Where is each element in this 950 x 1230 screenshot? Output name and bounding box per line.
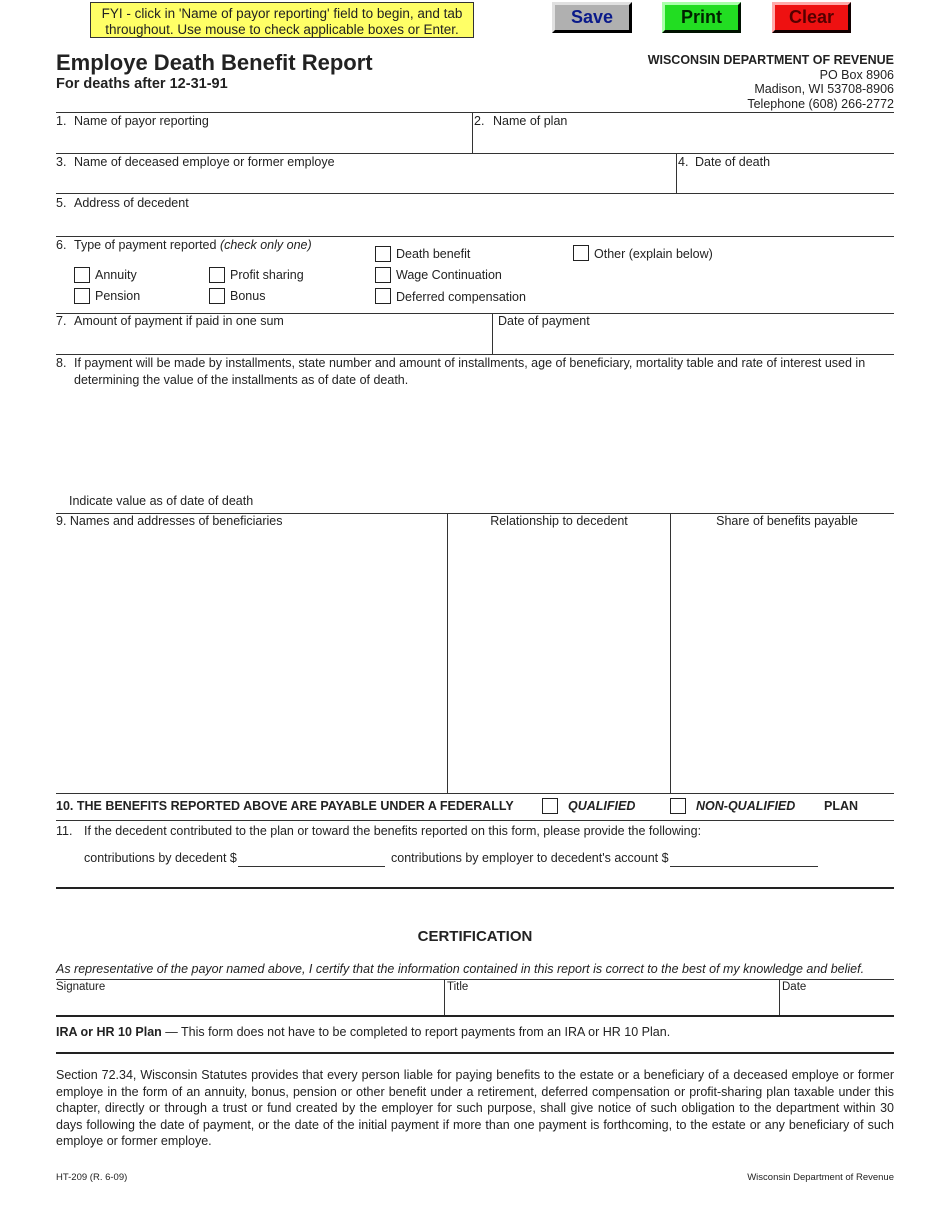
share-header: Share of benefits payable: [716, 514, 858, 528]
lump-sum-amount-input[interactable]: [74, 332, 488, 352]
qualified-checkbox[interactable]: [542, 798, 558, 814]
po-box: PO Box 8906: [819, 67, 894, 82]
field3-number: 3.: [56, 155, 67, 169]
share-input[interactable]: [675, 533, 893, 792]
date-of-death-input[interactable]: [695, 172, 892, 192]
deferred-compensation-label: Deferred compensation: [396, 290, 526, 304]
department-name: WISCONSIN DEPARTMENT OF REVENUE: [647, 53, 894, 67]
field1-number: 1.: [56, 114, 67, 128]
divider-row2-vertical: [676, 153, 677, 193]
payor-name-input[interactable]: [74, 132, 468, 152]
deferred-compensation-checkbox[interactable]: [375, 288, 391, 304]
field7-label: Amount of payment if paid in one sum: [74, 314, 284, 328]
cert-date-input[interactable]: [782, 996, 894, 1015]
telephone: Telephone (608) 266-2772: [747, 96, 894, 111]
divider-row8: [56, 793, 894, 794]
annuity-checkbox[interactable]: [74, 267, 90, 283]
other-checkbox[interactable]: [573, 245, 589, 261]
annuity-label: Annuity: [95, 268, 137, 282]
relationship-input[interactable]: [452, 533, 668, 792]
qualified-label: QUALIFIED: [568, 799, 636, 813]
payment-date-input[interactable]: [498, 332, 892, 352]
payment-date-label: Date of payment: [498, 314, 590, 328]
field8-line1: If payment will be made by installments, state number and amount of installments, age of beneficiary, mortality table and rate of interest used in: [74, 356, 866, 370]
relationship-header: Relationship to decedent: [490, 514, 628, 528]
title-label: Title: [447, 981, 469, 993]
certification-heading: CERTIFICATION: [417, 928, 533, 945]
divider-row1: [56, 112, 894, 113]
field11-number: 11.: [56, 824, 73, 838]
decedent-contributions-underline: [238, 866, 385, 867]
fyi-line-2: throughout. Use mouse to check applicable boxes or Enter.: [105, 22, 459, 37]
fyi-line-1: FYI - click in 'Name of payor reporting' field to begin, and tab: [101, 6, 463, 21]
footer-agency: Wisconsin Department of Revenue: [747, 1172, 894, 1183]
divider-thick-2: [56, 1052, 894, 1054]
ira-note: [56, 1025, 670, 1039]
beneficiaries-divider-2: [670, 513, 671, 793]
employer-contributions-label: contributions by employer to decedent's account $: [391, 851, 669, 865]
field11-label: If the decedent contributed to the plan or toward the benefits reported on this form, please provide the following:: [84, 824, 702, 838]
field5-label: Address of decedent: [74, 196, 189, 210]
ira-note-text: — This form does not have to be completed to report payments from an IRA or HR 10 Plan.: [161, 1025, 671, 1039]
field4-number: 4.: [678, 155, 689, 169]
deceased-name-input[interactable]: [74, 172, 673, 192]
plan-label: PLAN: [824, 799, 859, 813]
field6-number: 6.: [56, 238, 67, 252]
clear-button[interactable]: Clear: [772, 2, 851, 33]
fyi-notice: [90, 2, 474, 38]
divider-row1-vertical: [472, 112, 473, 153]
pension-label: Pension: [95, 289, 141, 303]
divider-row9: [56, 820, 894, 821]
beneficiaries-names-input[interactable]: [58, 533, 446, 792]
field2-number: 2.: [474, 114, 485, 128]
form-subtitle: For deaths after 12-31-91: [56, 76, 228, 92]
ira-note-bold: IRA or HR 10 Plan: [56, 1025, 162, 1039]
non-qualified-checkbox[interactable]: [670, 798, 686, 814]
cert-divider-2: [779, 979, 780, 1016]
beneficiaries-divider-1: [447, 513, 448, 793]
field3-label: Name of deceased employe or former employe: [74, 155, 335, 169]
divider-row6: [56, 354, 894, 355]
city-state-zip: Madison, WI 53708-8906: [754, 82, 894, 96]
installments-details-input[interactable]: [74, 392, 892, 492]
field8-number: 8.: [56, 356, 67, 370]
bonus-checkbox[interactable]: [209, 288, 225, 304]
field5-number: 5.: [56, 196, 67, 210]
pension-checkbox[interactable]: [74, 288, 90, 304]
divider-row3: [56, 193, 894, 194]
field7-number: 7.: [56, 314, 67, 328]
bonus-label: Bonus: [230, 289, 266, 303]
print-button[interactable]: Print: [662, 2, 741, 33]
date-label: Date: [782, 981, 807, 993]
profit-sharing-checkbox[interactable]: [209, 267, 225, 283]
decedent-contributions-label: contributions by decedent $: [84, 851, 237, 865]
indicate-value-label: Indicate value as of date of death: [69, 494, 254, 508]
field4-label: Date of death: [695, 155, 771, 169]
field10-label: 10. THE BENEFITS REPORTED ABOVE ARE PAYABLE UNDER A FEDERALLY: [56, 799, 514, 813]
non-qualified-label: NON-QUALIFIED: [696, 799, 796, 813]
death-benefit-label: Death benefit: [396, 247, 471, 261]
statute-paragraph: Section 72.34, Wisconsin Statutes provides that every person liable for paying benefits to the estate or a beneficiary of a deceased employe or former employe in the form of an annuity, bonus, pension or other benefit under a retirement, deferred compensation or profit-sharing plan taxable under this chapter, directly or through a trust or fund created by the employer for such purpose, shall give notice of such obligation to the department within 30 days following the date of payment, or the date of the initial payment if more than one payment is forthcoming, to the estate or any beneficiary of such employe or former employe.: [56, 1068, 894, 1148]
field9-label: 9. Names and addresses of beneficiaries: [56, 514, 283, 528]
profit-sharing-label: Profit sharing: [230, 268, 304, 282]
field6-note: (check only one): [219, 238, 312, 252]
save-button[interactable]: Save: [552, 2, 632, 33]
certification-statement: As representative of the payor named above, I certify that the information contained in this report is correct to the best of my knowledge and belief.: [56, 962, 865, 976]
divider-cert-bottom: [56, 1015, 894, 1017]
wage-continuation-label: Wage Continuation: [396, 268, 502, 282]
title-input[interactable]: [447, 996, 777, 1015]
field6-label-wrap: [74, 238, 312, 252]
wage-continuation-checkbox[interactable]: [375, 267, 391, 283]
signature-label: Signature: [56, 981, 106, 993]
divider-row5-vertical: [492, 313, 493, 354]
form-id: HT-209 (R. 6-09): [56, 1172, 128, 1183]
divider-thick-1: [56, 887, 894, 889]
field2-label: Name of plan: [493, 114, 568, 128]
form-title: Employe Death Benefit Report: [56, 50, 373, 75]
employer-contributions-underline: [670, 866, 818, 867]
divider-row4: [56, 236, 894, 237]
divider-cert-top: [56, 979, 894, 980]
department-address: [648, 53, 894, 111]
divider-row2: [56, 153, 894, 154]
plan-name-input[interactable]: [493, 132, 892, 152]
other-label: Other (explain below): [594, 247, 713, 261]
cert-divider-1: [444, 979, 445, 1016]
field6-label: Type of payment reported: [74, 238, 217, 252]
field1-label: Name of payor reporting: [74, 114, 209, 128]
field8-line2: determining the value of the installments as of date of death.: [74, 373, 409, 387]
death-benefit-checkbox[interactable]: [375, 246, 391, 262]
decedent-address-input[interactable]: [74, 214, 892, 234]
